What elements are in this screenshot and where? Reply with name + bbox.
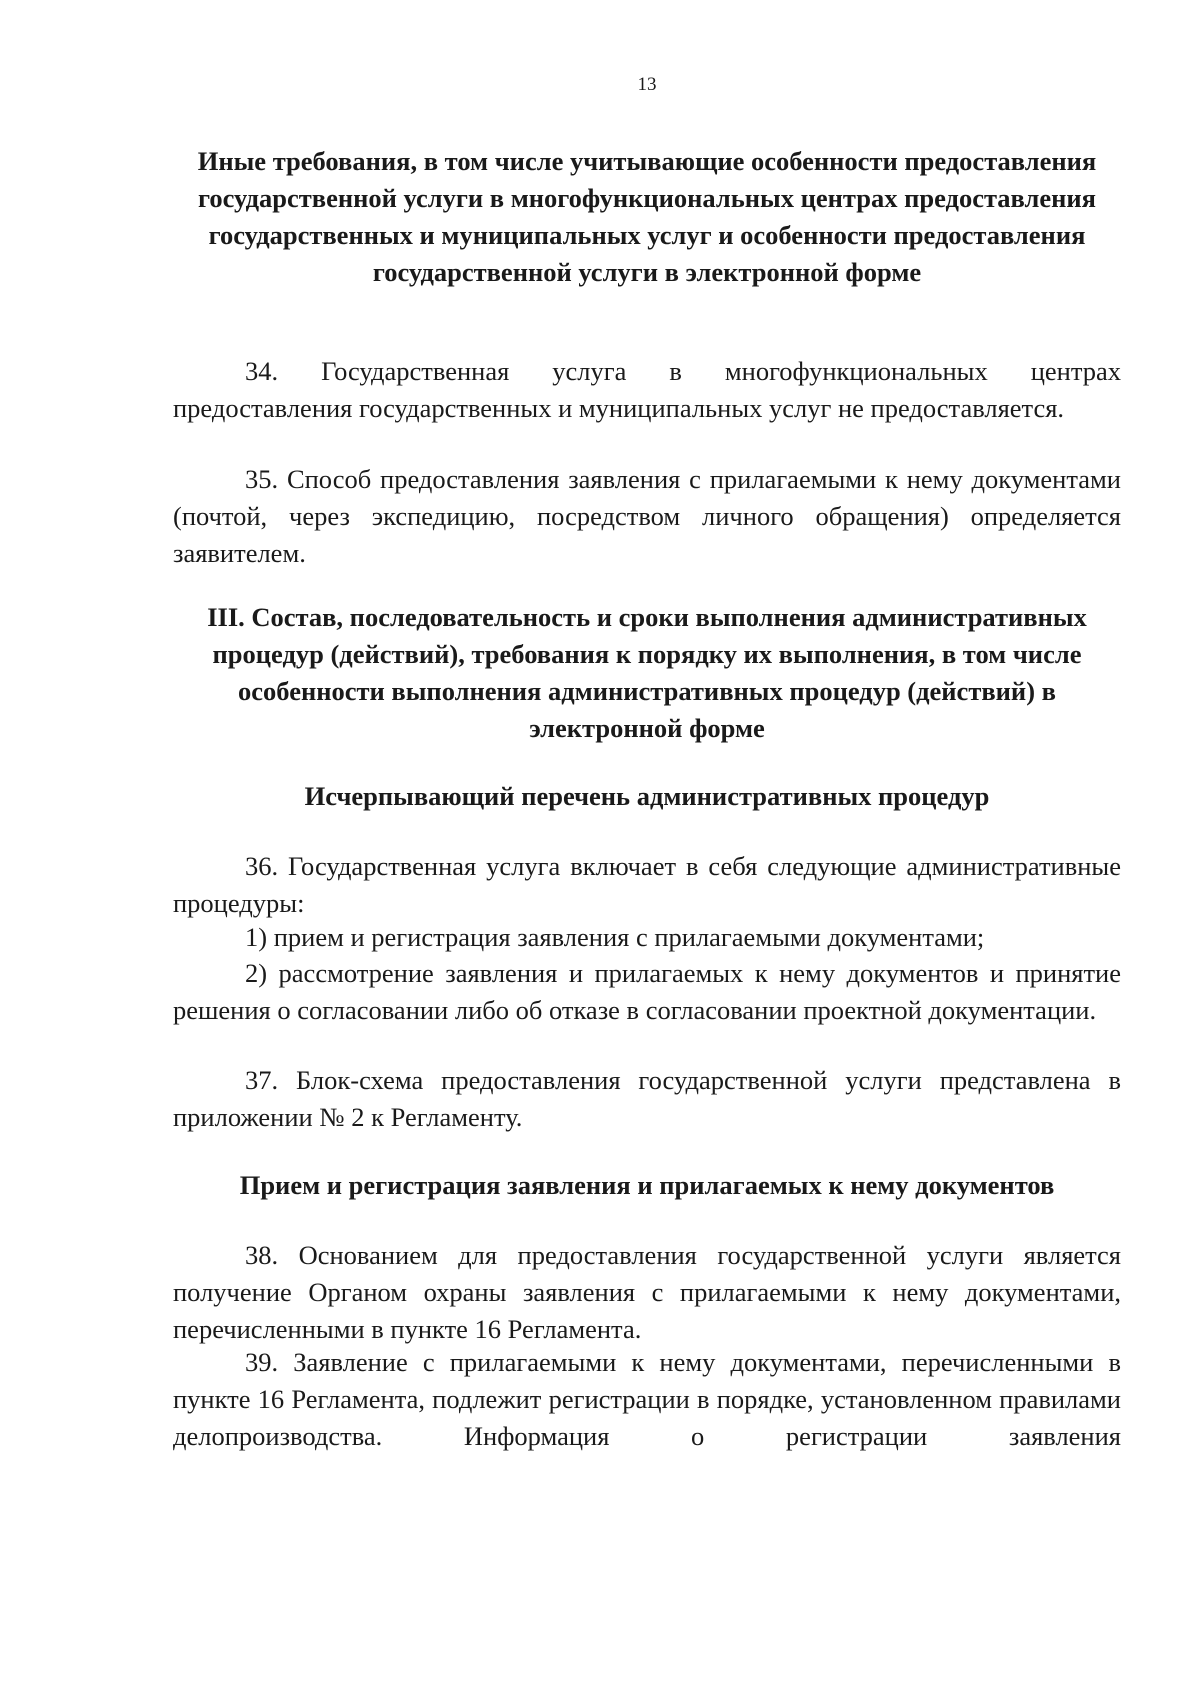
- paragraph-34: 34. Государственная услуга в многофункциональных центрах предоставления государственных и муниципальных услуг не предоставляется.: [173, 356, 1121, 423]
- paragraph-36: 36. Государственная услуга включает в себя следующие административные процедуры:: [173, 851, 1121, 918]
- list-item-2: 2) рассмотрение заявления и прилагаемых к нему документов и принятие решения о согласовании либо об отказе в согласовании проектной документации.: [173, 958, 1121, 1025]
- section-heading-other-requirements: Иные требования, в том числе учитывающие особенности предоставления государственной услуги в многофункциональных центрах предоставления государственных и муниципальных услуг и особенности предоставления государственной услуги в электронной форме: [197, 146, 1097, 287]
- paragraph-35: 35. Способ предоставления заявления с прилагаемыми к нему документами (почтой, через экспедицию, посредством личного обращения) определяется заявителем.: [173, 464, 1121, 568]
- page-number: 13: [637, 74, 657, 95]
- subheading-reception-registration: Прием и регистрация заявления и прилагаемых к нему документов: [239, 1170, 1055, 1200]
- paragraph-39: 39. Заявление с прилагаемыми к нему документами, перечисленными в пункте 16 Регламента, подлежит регистрации в порядке, установленном правилами делопроизводства. Информация о регистрации заявления: [173, 1347, 1121, 1451]
- paragraph-38: 38. Основанием для предоставления государственной услуги является получение Органом охраны заявления с прилагаемыми к нему документами, перечисленными в пункте 16 Регламента.: [173, 1240, 1121, 1344]
- paragraph-37: 37. Блок-схема предоставления государственной услуги представлена в приложении № 2 к Регламенту.: [173, 1065, 1121, 1132]
- subheading-procedures-list: Исчерпывающий перечень административных процедур: [304, 781, 990, 811]
- list-item-1: 1) прием и регистрация заявления с прилагаемыми документами;: [245, 922, 985, 952]
- section-heading-iii: III. Состав, последовательность и сроки выполнения административных процедур (действий), требования к порядку их выполнения, в том числе особенности выполнения административных процедур (действий) в электронной форме: [207, 602, 1087, 743]
